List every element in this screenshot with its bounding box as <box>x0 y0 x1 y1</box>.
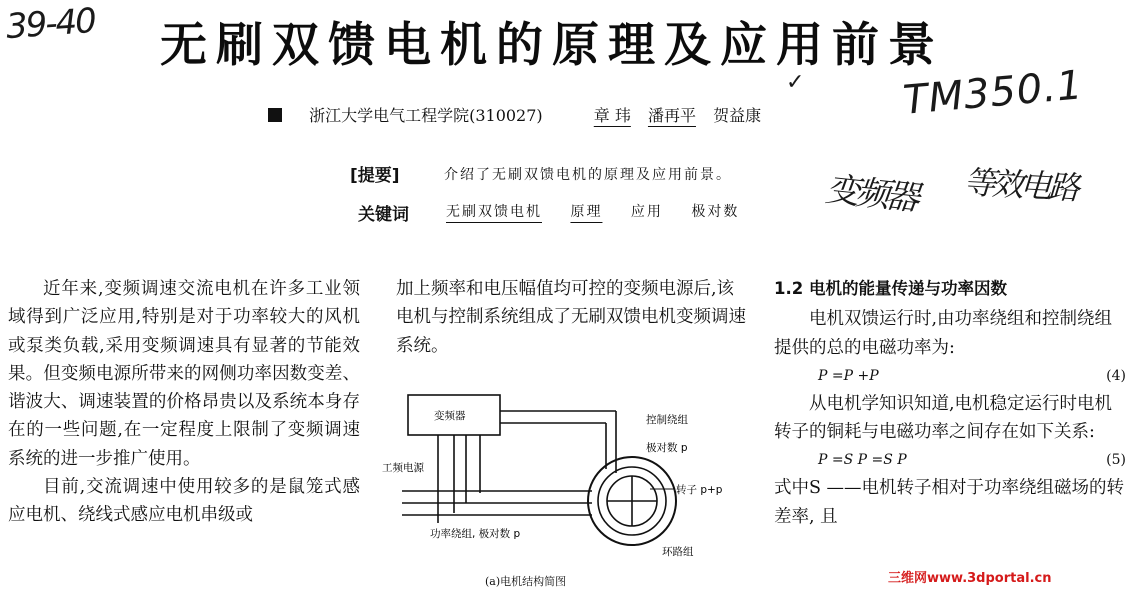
power-source-label: 工频电源 <box>382 462 424 474</box>
keyword-item: 应用 <box>630 204 663 220</box>
body-paragraph: 式中S ——电机转子相对于功率绕组磁场的转差率, 且 <box>774 478 1125 527</box>
handwritten-note: 等效电路 <box>962 163 1077 207</box>
bullet-square-icon <box>268 108 282 122</box>
body-paragraph: 加上频率和电压幅值均可控的变频电源后,该电机与控制系统组成了无刷双馈电机变频调速系统。 <box>396 279 746 356</box>
figure-caption: (a)电机结构简图 <box>485 575 567 588</box>
body-paragraph: 近年来,变频调速交流电机在许多工业领域得到广泛应用,特别是对于功率较大的风机或泵类负载,采用变频调速具有显著的节能效果。但变频电源所带来的网侧功率因数变差、谐波大、调速装置的价格昂贵以及系统本身存在的一些问题,在一定程度上限制了变频调速系统的进一步推广使用。 <box>8 279 360 469</box>
body-column-1 <box>8 275 360 530</box>
handwritten-note: 变频器 <box>823 169 918 219</box>
equation-5 <box>774 446 1126 474</box>
author-2: 潘再平 <box>647 106 696 125</box>
author-3: 贺益康 <box>713 106 762 125</box>
keywords-label: 关键词 <box>358 205 409 225</box>
handwritten-page-number: 39-40 <box>4 0 97 48</box>
keyword-item: 无刷双馈电机 <box>446 204 542 220</box>
affiliation: 浙江大学电气工程学院(310027) <box>309 106 543 125</box>
power-winding-label: 功率绕组, 极对数 p <box>430 528 521 540</box>
body-paragraph: 电机双馈运行时,由功率绕组和控制绕组提供的总的电磁功率为: <box>774 309 1113 358</box>
watermark: 三维网www.3dportal.cn <box>888 571 1052 586</box>
rotor-label: 转子 p+p <box>676 484 723 496</box>
keyword-item: 极对数 <box>691 204 740 220</box>
equation-body: P =P +P <box>818 367 879 384</box>
loop-group-label: 环路组 <box>662 546 694 558</box>
check-mark-icon: ✓ <box>786 70 805 95</box>
body-column-3 <box>774 275 1126 531</box>
handwritten-class-number: TM350.1 <box>901 62 1086 124</box>
keyword-item: 原理 <box>570 204 603 220</box>
body-column-2 <box>396 275 748 360</box>
abstract-label: [提要] <box>350 166 400 186</box>
control-poles-label: 极对数 p <box>646 442 688 454</box>
article-title: 无刷双馈电机的原理及应用前景 <box>160 18 944 73</box>
equation-body: P =S P =S P <box>818 452 907 469</box>
equation-number: (5) <box>1106 452 1126 469</box>
equation-number: (4) <box>1106 367 1126 384</box>
keywords-list <box>446 201 761 221</box>
section-heading: 1.2 电机的能量传递与功率因数 <box>774 279 1007 298</box>
author-1: 章 玮 <box>593 106 631 125</box>
byline <box>268 103 773 126</box>
converter-label: 变频器 <box>434 410 466 422</box>
body-paragraph: 从电机学知识知道,电机稳定运行时电机转子的铜耗与电磁功率之间存在如下关系: <box>774 393 1113 443</box>
motor-structure-figure <box>380 383 750 588</box>
abstract-text: 介绍了无刷双馈电机的原理及应用前景。 <box>444 167 732 183</box>
control-winding-label: 控制绕组 <box>646 414 688 426</box>
equation-4 <box>774 362 1126 390</box>
body-paragraph: 目前,交流调速中使用较多的是鼠笼式感应电机、绕线式感应电机串级或 <box>8 477 360 526</box>
